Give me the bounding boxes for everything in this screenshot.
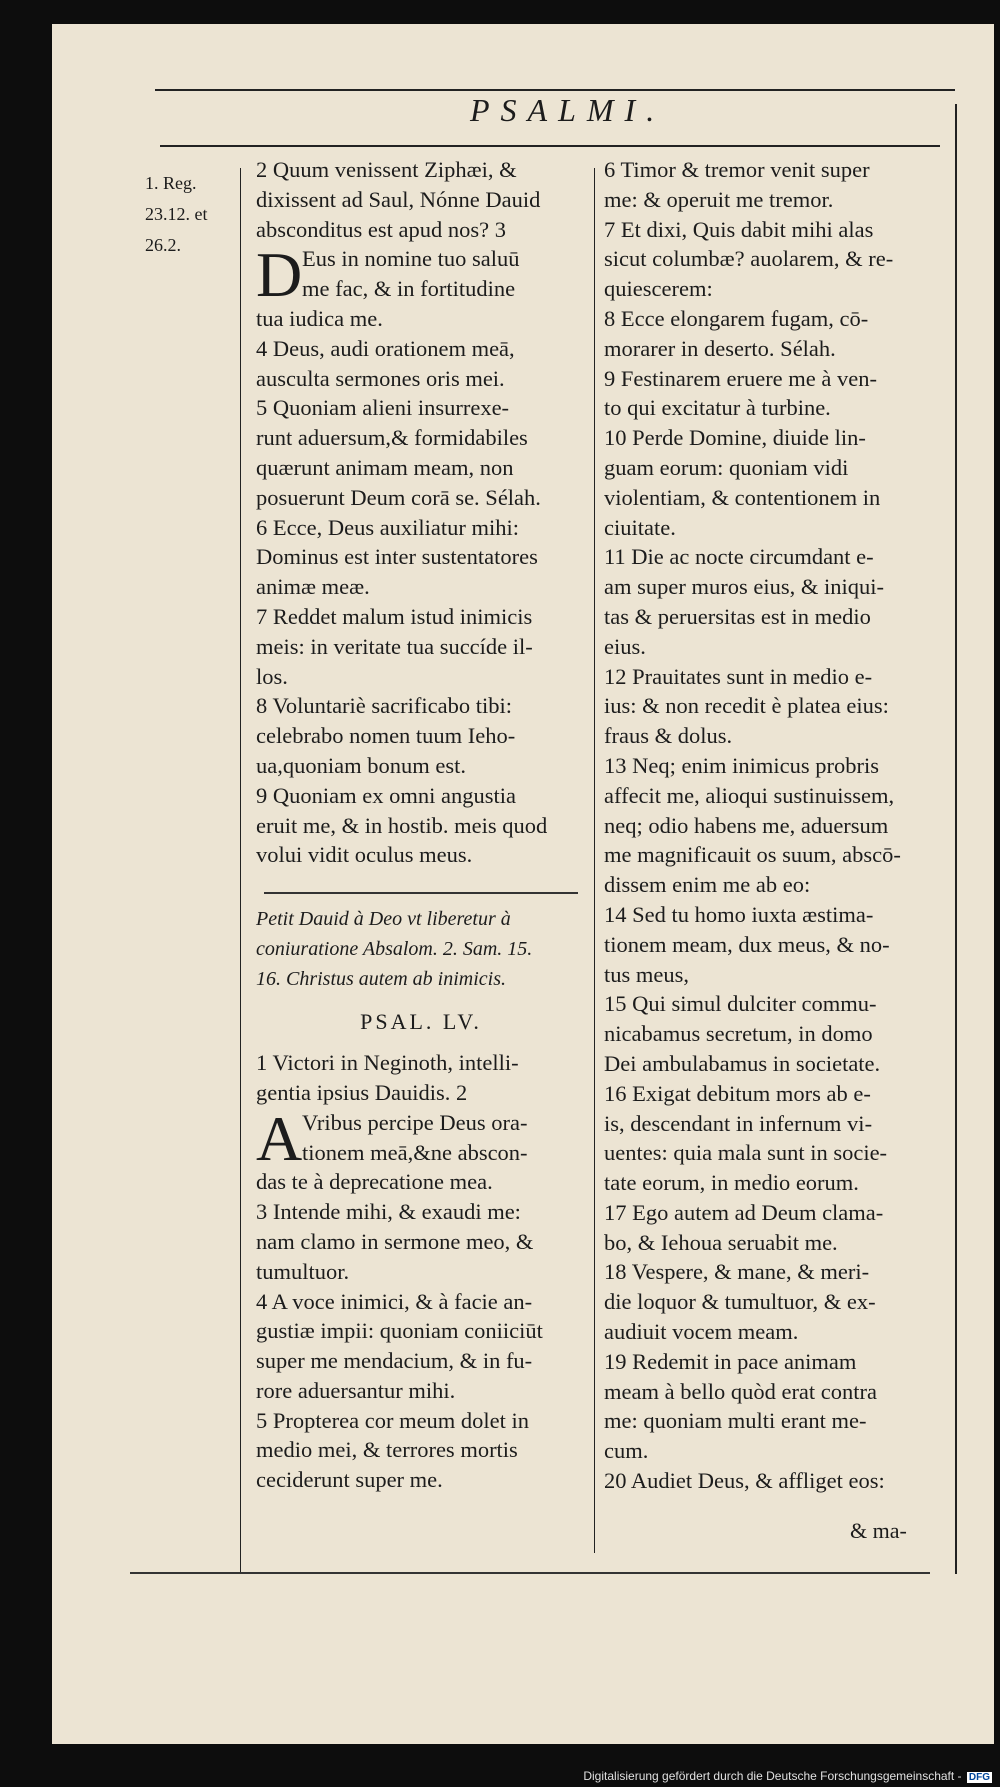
dropcap-letter: A [256, 1102, 303, 1174]
text-line: nicabamus secretum, in domo [604, 1021, 873, 1047]
margin-note-line: 23.12. et [145, 204, 208, 224]
psalm-title: PSAL. LV. [360, 1009, 482, 1035]
text-line: quærunt animam meam, non [256, 454, 514, 480]
margin-note [145, 168, 208, 261]
text-line: 5 Propterea cor meum dolet in [256, 1407, 530, 1433]
text-line: 4 A voce inimici, & à facie an- [256, 1288, 533, 1314]
catchword: & ma- [850, 1518, 907, 1543]
text-line: me: quoniam multi erant me- [604, 1408, 867, 1434]
text-line: ius: & non recedit è platea eius: [604, 693, 889, 719]
section-rule [264, 892, 578, 894]
text-line: guam eorum: quoniam vidi [604, 454, 849, 480]
text-line: ua,quoniam bonum est. [256, 752, 466, 778]
text-line: morarer in deserto. Sélah. [604, 335, 836, 361]
left-column-rule [240, 168, 241, 1573]
text-line: 15 Qui simul dulciter commu- [604, 991, 877, 1017]
text-line: tumultuor. [256, 1258, 350, 1284]
text-line: me magnificauit os suum, abscō- [604, 842, 901, 868]
dropcap-letter: D [256, 239, 303, 311]
text-line: volui vidit oculus meus. [256, 842, 473, 868]
text-line: 5 Quoniam alieni insurrexe- [256, 395, 510, 421]
text-line: 10 Perde Domine, diuide lin- [604, 425, 866, 451]
text-line: meis: in veritate tua succíde il- [256, 633, 533, 659]
credit-text: Digitalisierung gefördert durch die Deutsche Forschungsgemeinschaft - [583, 1769, 962, 1783]
text-line: gentia ipsius Dauidis. 2 [256, 1079, 468, 1105]
text-line: affecit me, alioqui sustinuissem, [604, 782, 895, 808]
text-line: Vribus percipe Deus ora- [302, 1109, 528, 1135]
digitization-credit [583, 1769, 992, 1783]
text-line: tus meus, [604, 961, 690, 987]
text-line: 1 Victori in Neginoth, intelli- [256, 1050, 519, 1076]
text-line: 18 Vespere, & mane, & meri- [604, 1259, 870, 1285]
text-line: 7 Reddet malum istud inimicis [256, 603, 533, 629]
text-line: tua iudica me. [256, 305, 383, 331]
text-line: 20 Audiet Deus, & affliget eos: [604, 1468, 885, 1494]
text-line: violentiam, & contentionem in [604, 484, 881, 510]
text-line: ausculta sermones oris mei. [256, 365, 505, 391]
text-line: bo, & Iehoua seruabit me. [604, 1229, 838, 1255]
running-title: PSALMI. [470, 92, 666, 128]
text-line: ciuitate. [604, 514, 676, 540]
text-line: me: & operuit me tremor. [604, 186, 834, 212]
argument-line: 16. Christus autem ab inimicis. [256, 968, 507, 991]
text-line: dissem enim me ab eo: [604, 872, 811, 898]
text-line: 14 Sed tu homo iuxta æstima- [604, 901, 874, 927]
text-line: medio mei, & terrores mortis [256, 1437, 518, 1463]
text-line: gustiæ impii: quoniam coniiciūt [256, 1318, 543, 1344]
text-line: to qui excitatur à turbine. [604, 395, 831, 421]
text-line: 11 Die ac nocte circumdant e- [604, 544, 874, 570]
footer-rule [130, 1572, 930, 1574]
text-line: 19 Redemit in pace animam [604, 1348, 857, 1374]
text-line: meam à bello quòd erat contra [604, 1378, 878, 1404]
text-line: 12 Prauitates sunt in medio e- [604, 663, 873, 689]
dfg-logo: DFG [968, 1772, 990, 1783]
text-line: 8 Ecce elongarem fugam, cō- [604, 305, 869, 331]
text-line: me fac, & in fortitudine [302, 276, 516, 302]
text-line: cum. [604, 1438, 649, 1464]
text-line: Dei ambulabamus in societate. [604, 1050, 881, 1076]
center-column-rule [594, 168, 595, 1553]
right-border-rule [955, 104, 957, 1574]
text-line: posuerunt Deum corā se. Sélah. [256, 484, 541, 510]
text-line: ceciderunt super me. [256, 1467, 443, 1493]
text-line: neq; odio habens me, aduersum [604, 812, 889, 838]
text-line: tas & peruersitas est in medio [604, 603, 871, 629]
text-line: 3 Intende mihi, & exaudi me: [256, 1199, 521, 1225]
text-line: 4 Deus, audi orationem meā, [256, 335, 515, 361]
text-line: dixissent ad Saul, Nónne Dauid [256, 186, 541, 212]
header-rule-top [155, 89, 955, 91]
margin-note-line: 26.2. [145, 235, 181, 255]
text-line: audiuit vocem meam. [604, 1319, 799, 1345]
right-column [604, 155, 946, 1496]
text-line: is, descendant in infernum vi- [604, 1110, 873, 1136]
text-line: runt aduersum,& formidabiles [256, 425, 528, 451]
left-column [256, 155, 586, 1495]
text-line: 9 Festinarem eruere me à ven- [604, 365, 877, 391]
text-line: eius. [604, 633, 646, 659]
header-rule-bottom [160, 145, 940, 147]
text-line: die loquor & tumultuor, & ex- [604, 1289, 876, 1315]
text-line: am super muros eius, & iniqui- [604, 574, 884, 600]
text-line: 16 Exigat debitum mors ab e- [604, 1080, 871, 1106]
argument-line: coniuratione Absalom. 2. Sam. 15. [256, 938, 533, 961]
text-line: tate eorum, in medio eorum. [604, 1170, 859, 1196]
argument-line: Petit Dauid à Deo vt liberetur à [256, 908, 511, 931]
text-line: Dominus est inter sustentatores [256, 544, 538, 570]
text-line: los. [256, 663, 288, 689]
text-line: 9 Quoniam ex omni angustia [256, 782, 516, 808]
text-line: 6 Timor & tremor venit super [604, 157, 870, 182]
text-line: nam clamo in sermone meo, & [256, 1228, 534, 1254]
text-line: das te à deprecatione mea. [256, 1169, 493, 1195]
text-line: eruit me, & in hostib. meis quod [256, 812, 548, 838]
text-line: 13 Neq; enim inimicus probris [604, 752, 879, 778]
text-line: 2 Quum venissent Ziphæi, & [256, 157, 517, 182]
text-line: Eus in nomine tuo saluū [302, 246, 520, 272]
text-line: tionem meam, dux meus, & no- [604, 931, 890, 957]
text-line: quiescerem: [604, 276, 713, 302]
text-line: animæ meæ. [256, 574, 370, 600]
text-line: 6 Ecce, Deus auxiliatur mihi: [256, 514, 520, 540]
margin-note-line: 1. Reg. [145, 173, 197, 193]
text-line: 8 Voluntariè sacrificabo tibi: [256, 693, 512, 719]
text-line: 7 Et dixi, Quis dabit mihi alas [604, 216, 874, 242]
text-line: celebrabo nomen tuum Ieho- [256, 723, 516, 749]
text-line: tionem meā,&ne abscon- [302, 1139, 528, 1165]
text-line: fraus & dolus. [604, 723, 733, 749]
text-line: super me mendacium, & in fu- [256, 1348, 533, 1374]
psalm-argument [256, 904, 586, 994]
text-line: rore aduersantur mihi. [256, 1377, 456, 1403]
text-line: 17 Ego autem ad Deum clama- [604, 1199, 884, 1225]
text-line: uentes: quia mala sunt in socie- [604, 1140, 888, 1166]
text-line: sicut columbæ? auolarem, & re- [604, 246, 894, 272]
text-line: absconditus est apud nos? 3 [256, 216, 506, 242]
